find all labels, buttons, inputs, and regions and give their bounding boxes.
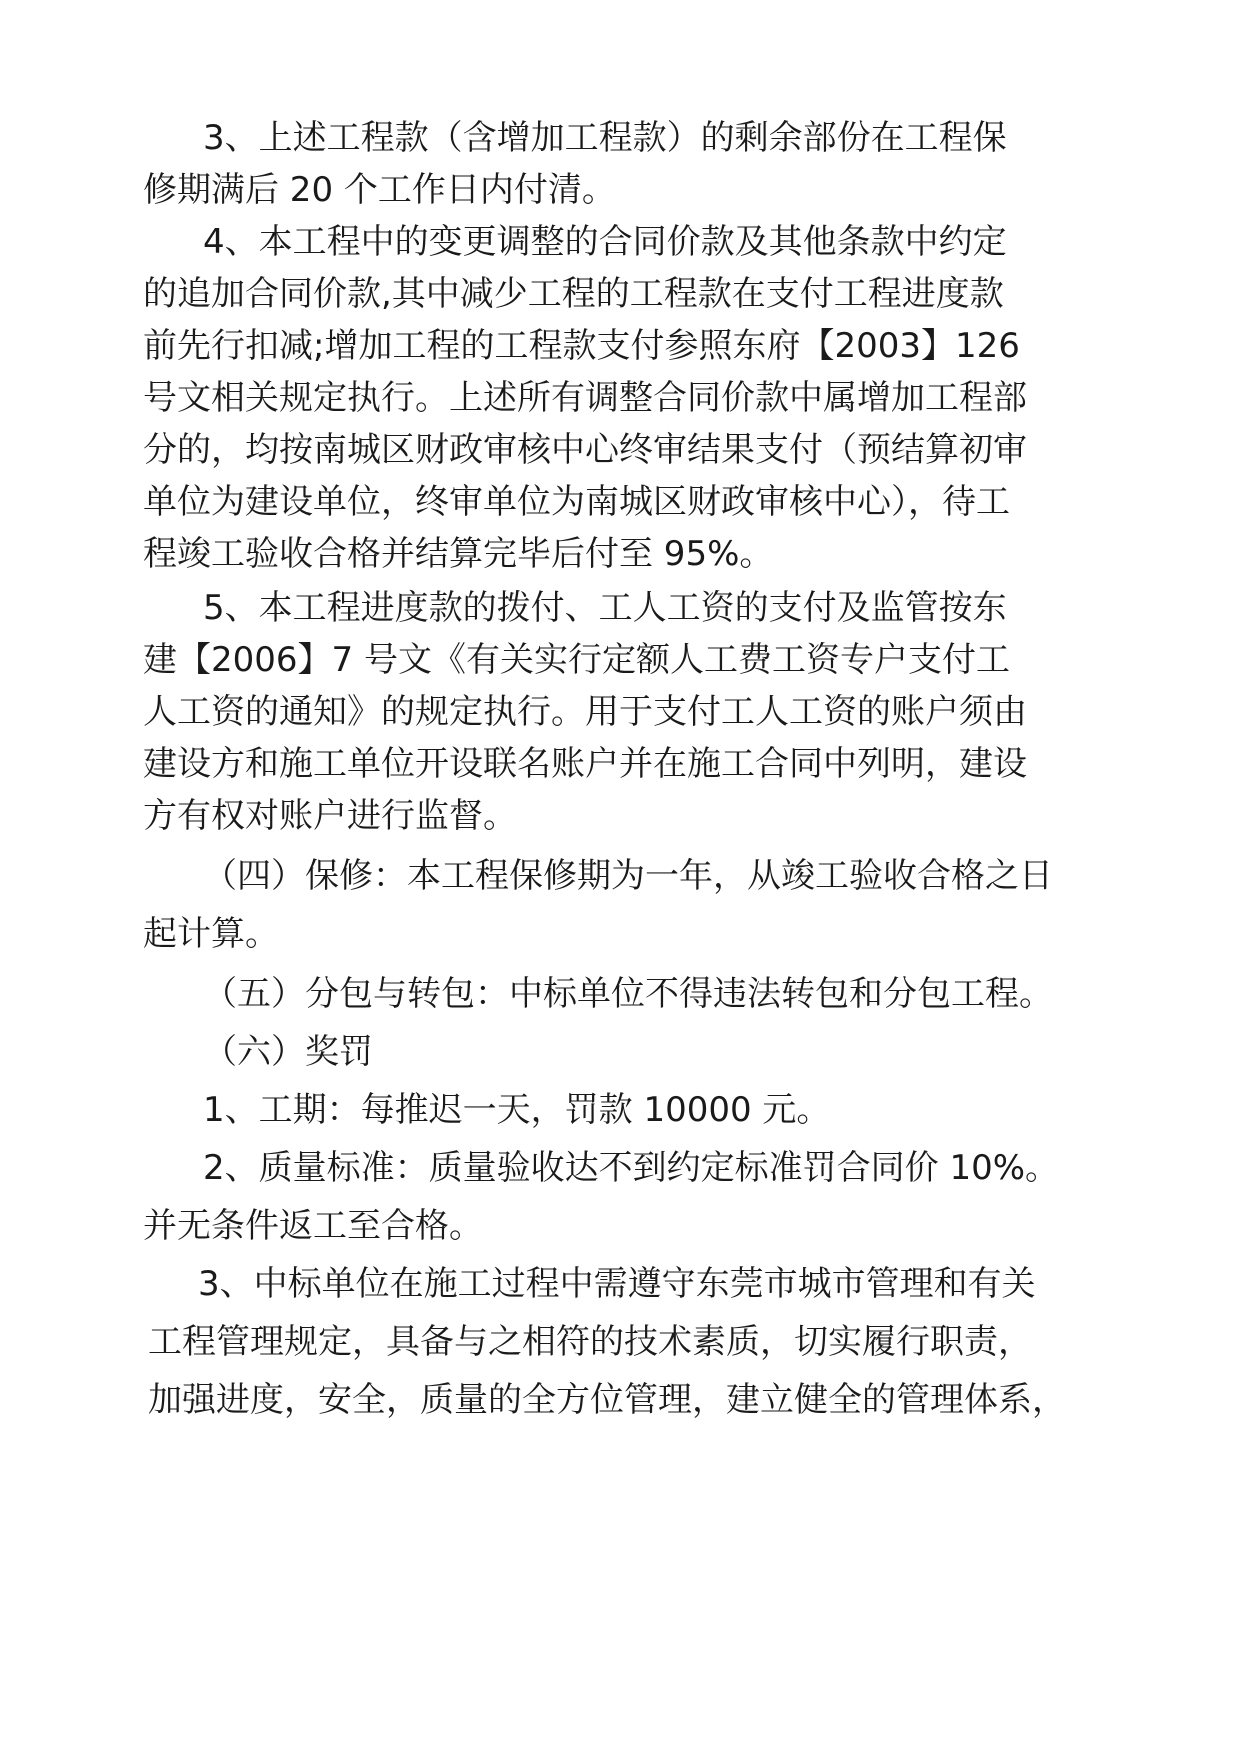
text-line: （四）保修：本工程保修期为一年，从竣工验收合格之日 bbox=[203, 856, 1053, 896]
text-line: 工程管理规定，具备与之相符的技术素质，切实履行职责， bbox=[148, 1322, 1032, 1362]
text-line: 建【2006】7 号文《有关实行定额人工费工资专户支付工 bbox=[143, 640, 1010, 680]
text-line: 前先行扣减;增加工程的工程款支付参照东府【2003】126 bbox=[143, 326, 1020, 366]
text-line: 加强进度，安全，质量的全方位管理，建立健全的管理体系， bbox=[148, 1380, 1066, 1420]
text-line: 3、上述工程款（含增加工程款）的剩余部份在工程保 bbox=[203, 118, 1007, 158]
text-line: 5、本工程进度款的拨付、工人工资的支付及监管按东 bbox=[203, 588, 1007, 628]
text-line: 单位为建设单位，终审单位为南城区财政审核中心），待工 bbox=[143, 482, 1010, 522]
text-line: 并无条件返工至合格。 bbox=[143, 1206, 483, 1246]
text-line: 3、中标单位在施工过程中需遵守东莞市城市管理和有关 bbox=[198, 1264, 1036, 1304]
text-line: 方有权对账户进行监督。 bbox=[143, 796, 517, 836]
text-line: 修期满后 20 个工作日内付清。 bbox=[143, 170, 616, 210]
text-line: 4、本工程中的变更调整的合同价款及其他条款中约定 bbox=[203, 222, 1007, 262]
text-line: 的追加合同价款,其中减少工程的工程款在支付工程进度款 bbox=[143, 274, 1004, 314]
text-line: 2、质量标准：质量验收达不到约定标准罚合同价 10%。 bbox=[203, 1148, 1060, 1188]
text-line: 1、工期：每推迟一天，罚款 10000 元。 bbox=[203, 1090, 831, 1130]
text-line: （六）奖罚 bbox=[203, 1032, 373, 1072]
text-line: （五）分包与转包：中标单位不得违法转包和分包工程。 bbox=[203, 974, 1053, 1014]
text-line: 建设方和施工单位开设联名账户并在施工合同中列明，建设 bbox=[143, 744, 1027, 784]
text-line: 分的，均按南城区财政审核中心终审结果支付（预结算初审 bbox=[143, 430, 1027, 470]
text-line: 程竣工验收合格并结算完毕后付至 95%。 bbox=[143, 534, 774, 574]
text-line: 号文相关规定执行。上述所有调整合同价款中属增加工程部 bbox=[143, 378, 1027, 418]
text-line: 起计算。 bbox=[143, 914, 279, 954]
text-line: 人工资的通知》的规定执行。用于支付工人工资的账户须由 bbox=[143, 692, 1027, 732]
